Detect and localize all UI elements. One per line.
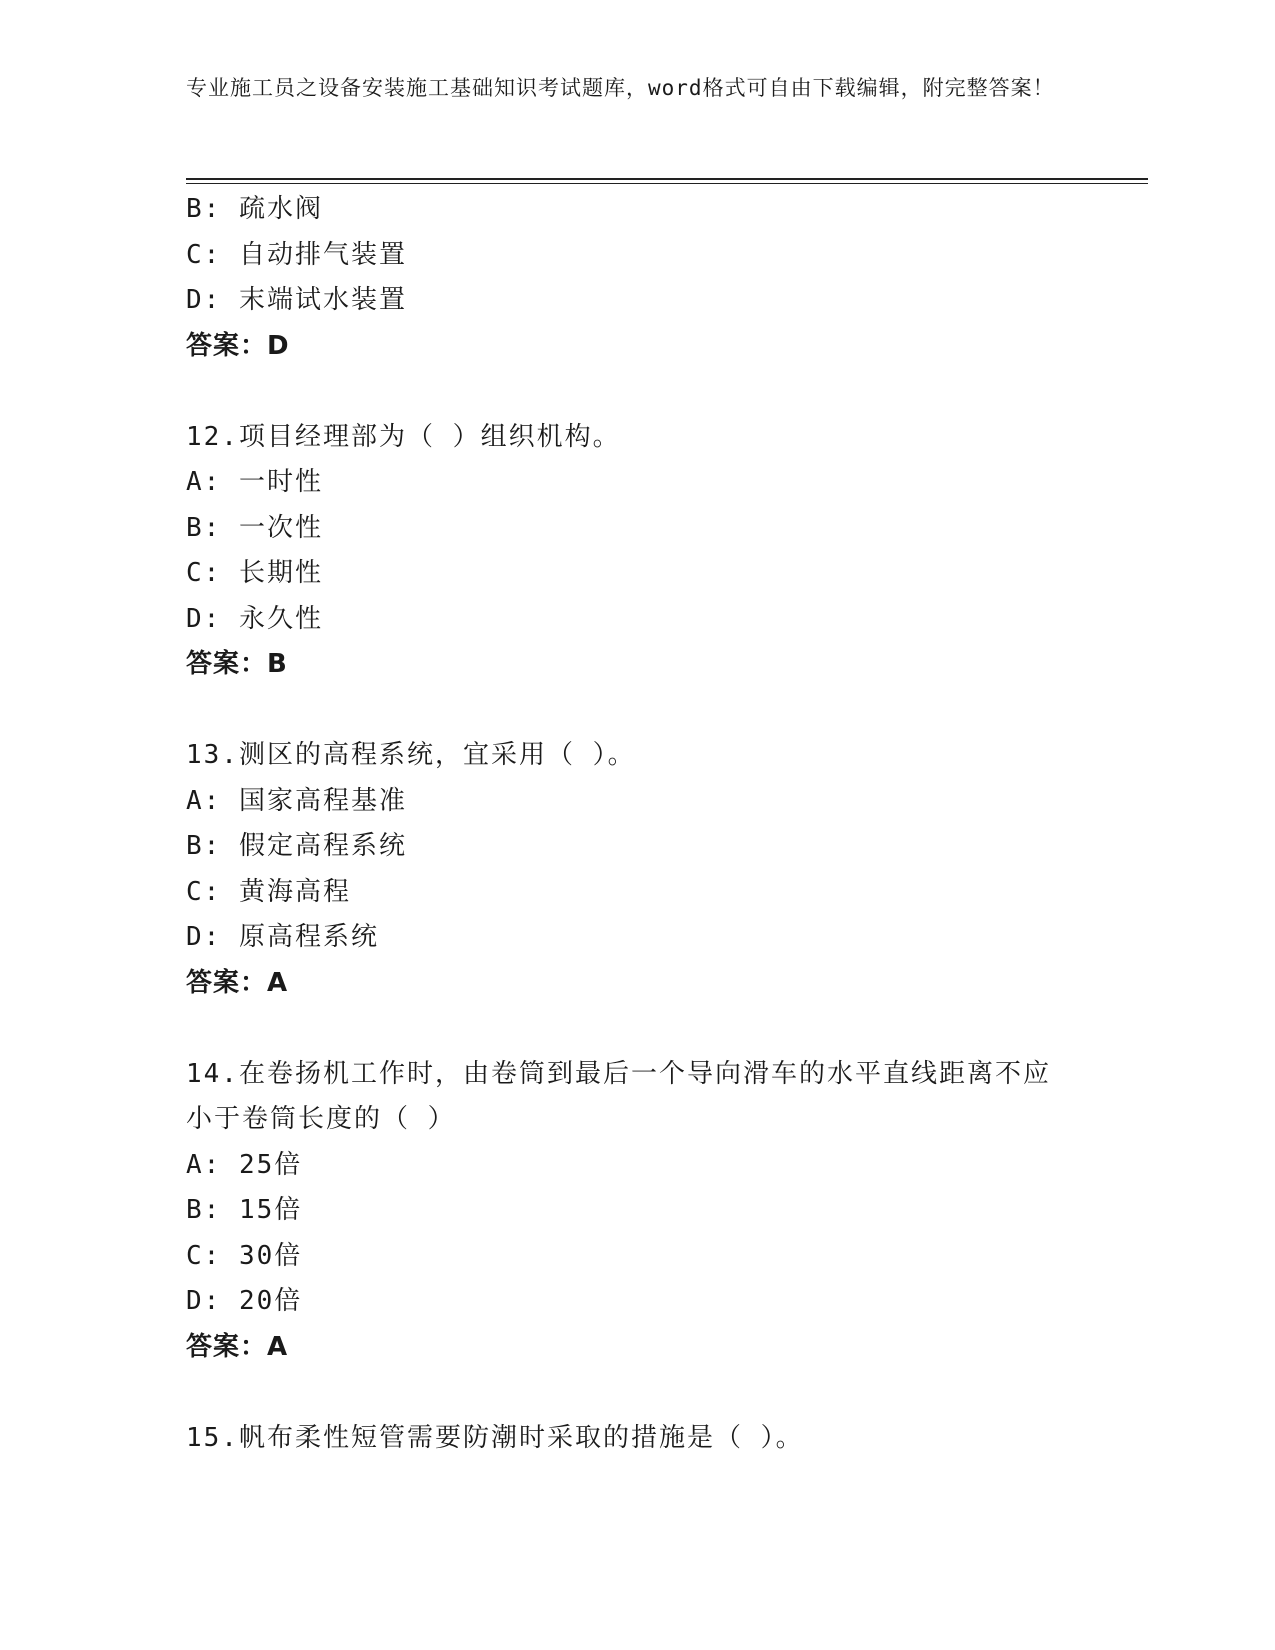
option-c: C: 30倍 [186, 1240, 303, 1271]
option-c: C: 长期性 [186, 558, 323, 588]
question-stem: 14.在卷扬机工作时，由卷筒到最后一个导向滑车的水平直线距离不应小于卷筒长度的（ ） [186, 1058, 1051, 1134]
option-d: D: 末端试水装置 [186, 285, 407, 315]
header-divider-thin [186, 183, 1148, 184]
option-a: A: 25倍 [186, 1149, 303, 1180]
option-a: A: 一时性 [186, 467, 323, 497]
question-stem: 12.项目经理部为（ ）组织机构。 [186, 421, 621, 452]
option-c: C: 黄海高程 [186, 876, 351, 907]
option-d: D: 原高程系统 [186, 922, 379, 952]
option-b: B: 疏水阀 [186, 194, 323, 224]
spacer [186, 1370, 1086, 1416]
spacer [186, 1006, 1086, 1052]
document-header: 专业施工员之设备安装施工基础知识考试题库，word格式可自由下载编辑，附完整答案！ [186, 76, 1055, 100]
header-divider-thick [186, 178, 1148, 180]
option-a: A: 国家高程基准 [186, 785, 407, 816]
question-11-continued [186, 187, 1086, 369]
spacer [186, 369, 1086, 415]
question-15 [186, 1416, 1086, 1462]
answer-line: 答案：D [186, 330, 290, 361]
answer-line: 答案：A [186, 967, 289, 998]
option-b: B: 假定高程系统 [186, 831, 407, 861]
question-stem: 13.测区的高程系统，宜采用（ ）。 [186, 740, 636, 770]
option-b: B: 15倍 [186, 1195, 303, 1225]
answer-line: 答案：B [186, 649, 288, 679]
answer-line: 答案：A [186, 1331, 289, 1362]
option-b: B: 一次性 [186, 512, 323, 543]
option-c: C: 自动排气装置 [186, 239, 407, 270]
option-d: D: 20倍 [186, 1286, 303, 1316]
question-stem: 15.帆布柔性短管需要防潮时采取的措施是（ ）。 [186, 1422, 804, 1453]
spacer [186, 688, 1086, 734]
option-d: D: 永久性 [186, 603, 323, 634]
question-13 [186, 733, 1086, 1006]
question-list [186, 187, 1086, 1461]
question-12 [186, 415, 1086, 688]
question-14 [186, 1052, 1086, 1371]
